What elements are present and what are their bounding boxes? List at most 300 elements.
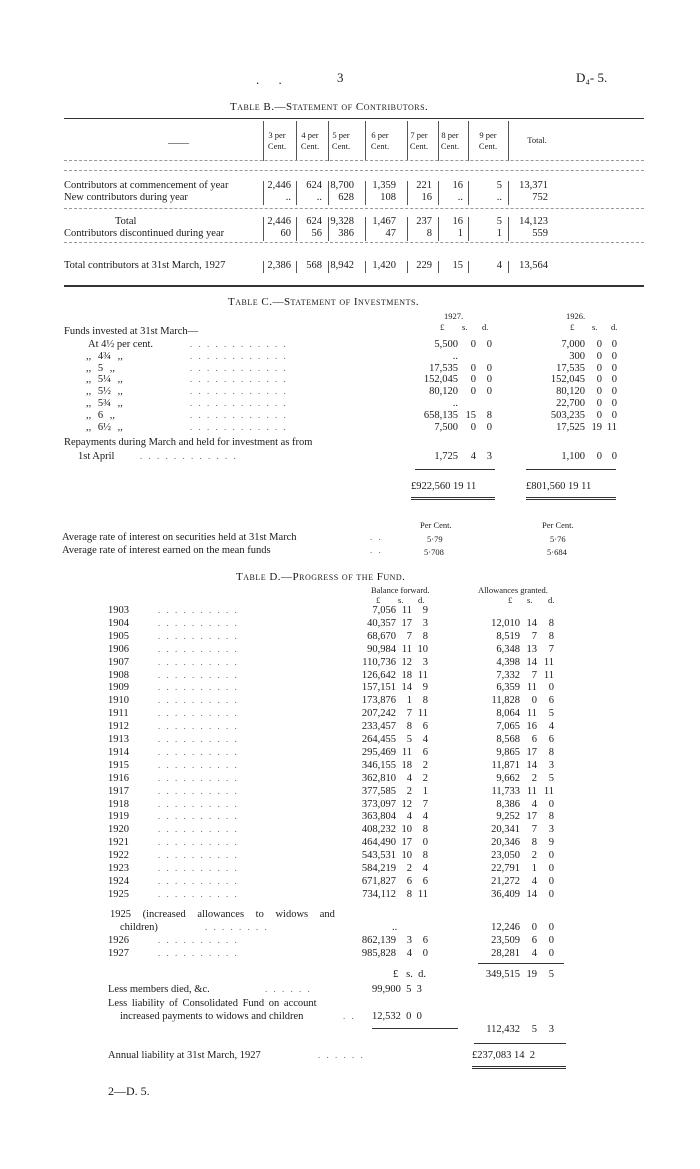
investment-leader: . . . . . . . . . . . . <box>190 374 288 385</box>
investment-rate-label: ,, 5½ ,, <box>86 386 123 398</box>
investment-rate-label: At 4½ per cent. <box>88 339 154 350</box>
table-b-cell: 9,328 <box>330 216 354 227</box>
fund-balance-pence: 10 <box>417 643 428 655</box>
table-b-cell: 16 <box>452 216 463 227</box>
table-b-col-divider <box>407 121 408 161</box>
investment-1926-shillings: 19 <box>591 421 602 433</box>
table-b-col-divider <box>407 193 408 205</box>
fund-year: 1905 <box>108 630 129 642</box>
table-b-col-divider <box>438 229 439 241</box>
less-members-died-value: 99,900 5 3 <box>372 984 422 995</box>
fund-balance-shillings: 14 <box>401 682 412 694</box>
allowances-total-pence: 5 <box>548 969 554 980</box>
fund-allowance-pounds: 23,050 <box>491 850 520 862</box>
investment-1926-shillings: 0 <box>596 409 602 421</box>
table-b-header-rule <box>64 160 644 161</box>
table-d-units-allow-s: s. <box>527 595 533 605</box>
investment-leader: . . . . . . . . . . . . <box>190 350 288 361</box>
investment-leader: . . . . . . . . . . . . <box>190 386 288 397</box>
fund-balance-pence: 8 <box>422 695 428 707</box>
fund-allowance-shillings: 13 <box>526 643 537 655</box>
fund-year: 1906 <box>108 643 129 655</box>
fund-balance-pence: 6 <box>422 935 428 946</box>
less-members-died-label: Less members died, &c. <box>108 984 210 995</box>
fund-allowance-shillings: 6 <box>531 734 537 745</box>
table-b-row-label: Contributors at commencement of year <box>64 180 229 191</box>
fund-leader: . . . . . . . . . . <box>158 837 239 848</box>
fund-balance-pence: 0 <box>422 837 428 849</box>
allowances-total-shillings: 19 <box>526 969 537 980</box>
fund-balance-pounds: 295,469 <box>361 746 396 758</box>
table-b-col-header-1-b: Cent. <box>300 141 320 151</box>
fund-balance-pence: 11 <box>417 888 428 900</box>
table-b-cell: 8,942 <box>330 260 354 271</box>
fund-balance-shillings: 4 <box>406 811 412 823</box>
fund-balance-shillings: 10 <box>401 850 412 862</box>
investment-1927-pounds: 5,500 <box>434 339 458 350</box>
table-b-col-header-0-a: 3 per <box>268 130 286 140</box>
repayments-1926-shillings: 0 <box>596 451 602 462</box>
fund-balance-pounds: 363,804 <box>361 811 396 823</box>
fund-allowance-pence: 11 <box>543 785 554 797</box>
fund-balance-pounds: 377,585 <box>361 785 396 797</box>
investment-1926-pounds: 17,535 <box>556 362 585 374</box>
fund-allowance-pounds: 8,519 <box>496 630 520 642</box>
investment-1927-pence: 0 <box>486 421 492 433</box>
table-b-col-divider <box>468 193 469 205</box>
fund-leader: . . . . . . . . . . <box>158 947 239 958</box>
table-b-cell: 56 <box>311 228 322 239</box>
table-c-units-1927-s: s. <box>462 322 468 332</box>
fund-balance-shillings: 11 <box>401 605 412 616</box>
fund-allowance-pence: 0 <box>548 875 554 887</box>
increased-allowances-line1: 1925 (increased allowances to widows and <box>110 909 335 920</box>
fund-allowance-pounds: 11,871 <box>491 759 520 771</box>
fund-balance-pence: 6 <box>422 721 428 733</box>
fund-balance-pence: 6 <box>422 746 428 758</box>
fund-year: 1909 <box>108 682 129 694</box>
fund-balance-shillings: 5 <box>406 734 412 745</box>
table-b-cell: 60 <box>280 228 291 239</box>
fund-balance-shillings: 12 <box>401 798 412 810</box>
fund-balance-pounds: 233,457 <box>361 721 396 733</box>
fund-allowance-pence: 0 <box>548 798 554 810</box>
table-b-cell: .. <box>457 192 463 203</box>
annual-double-rule <box>472 1066 566 1069</box>
fund-allowance-pounds: 28,281 <box>491 947 520 959</box>
fund-balance-pounds: 584,219 <box>361 863 396 874</box>
fund-leader: . . . . . . . . . . <box>158 824 239 835</box>
table-b-cell: 47 <box>385 228 396 239</box>
fund-allowance-pounds: 20,341 <box>491 824 520 836</box>
investment-1927-shillings: 0 <box>470 386 476 398</box>
fund-balance-pounds: 671,827 <box>361 875 396 887</box>
fund-balance-pence: 4 <box>422 863 428 874</box>
table-b-cell: 16 <box>421 192 432 203</box>
table-c-total-1927: £922,560 19 11 <box>411 481 477 492</box>
investment-1927-pence: 0 <box>486 386 492 398</box>
fund-year: 1911 <box>108 708 129 720</box>
table-d-title: Table D.—Progress of the Fund. <box>236 571 406 583</box>
investment-1927-shillings: 0 <box>470 362 476 374</box>
page-number: 3 <box>337 70 344 85</box>
fund-allowance-pence: 0 <box>548 682 554 694</box>
investment-1927-pence: 0 <box>486 362 492 374</box>
fund-allowance-pence: 8 <box>548 811 554 823</box>
table-b-group-rule <box>64 242 644 243</box>
fund-year: 1913 <box>108 734 129 745</box>
table-b-bottom-rule <box>64 285 644 287</box>
fund-leader: . . . . . . . . . . <box>158 605 239 615</box>
table-b-col-header-6-b: Cent. <box>478 141 498 151</box>
fund-year: 1910 <box>108 695 129 707</box>
table-c-intro: Funds invested at 31st March— <box>64 326 199 337</box>
table-c-repayments-leader: . . . . . . . . . . . . <box>140 451 238 461</box>
table-b-row-label: Contributors discontinued during year <box>64 228 225 239</box>
table-b-col-header-0-b: Cent. <box>267 141 287 151</box>
fund-allowance-pence: 9 <box>548 837 554 849</box>
table-b-cell: 386 <box>338 228 354 239</box>
investment-1926-pounds: 80,120 <box>556 386 585 398</box>
fund-balance-pence: 2 <box>422 772 428 784</box>
fund-year: 1926 <box>108 935 129 946</box>
fund-balance-shillings: 8 <box>406 721 412 733</box>
table-c-rule-1927 <box>415 469 495 470</box>
fund-allowance-shillings: 0 <box>531 695 537 707</box>
table-b-group-rule <box>64 170 644 171</box>
fund-allowance-shillings: 7 <box>531 824 537 836</box>
fund-leader: . . . . . . . . . . <box>158 863 239 873</box>
table-b-cell: 4 <box>496 260 502 271</box>
investment-1927-shillings: 15 <box>465 409 476 421</box>
fund-balance-pounds: 68,670 <box>367 630 396 642</box>
fund-allowance-pence: 0 <box>548 863 554 874</box>
less-liability-line1: Less liability of Consolidated Fund on account <box>108 998 317 1009</box>
table-b-col-divider <box>263 229 264 241</box>
fund-year: 1921 <box>108 837 129 849</box>
table-b-cell: 624 <box>306 180 322 191</box>
fund-year: 1917 <box>108 785 129 797</box>
fund-year: 1927 <box>108 947 129 959</box>
annual-liability-label: Annual liability at 31st March, 1927 <box>108 1050 261 1061</box>
fund-year: 1919 <box>108 811 129 823</box>
fund-balance-pounds: 373,097 <box>361 798 396 810</box>
table-b-col-divider <box>296 229 297 241</box>
fund-balance-shillings: 12 <box>401 656 412 668</box>
investment-1926-pence: 0 <box>611 409 617 421</box>
fund-allowance-shillings: 2 <box>531 772 537 784</box>
table-b-col-divider <box>365 229 366 241</box>
fund-leader: . . . . . . . . . . <box>158 811 239 822</box>
repayments-1927-shillings: 4 <box>470 451 476 462</box>
fund-year: 1907 <box>108 656 129 668</box>
table-b-col-divider <box>508 193 509 205</box>
investment-1927-pounds: 7,500 <box>434 421 458 433</box>
fund-allowance-pounds: 6,348 <box>496 643 520 655</box>
average-rate-held-1926: 5·76 <box>550 534 566 544</box>
fund-balance-shillings: 17 <box>401 837 412 849</box>
investment-1926-shillings: 0 <box>596 350 602 362</box>
fund-allowance-shillings: 4 <box>531 798 537 810</box>
fund-leader: . . . . . . . . . . <box>158 759 239 770</box>
fund-balance-shillings: 11 <box>401 643 412 655</box>
fund-allowance-pence: 0 <box>548 850 554 862</box>
investment-1927-pence: 0 <box>486 339 492 350</box>
table-b-col-divider <box>508 121 509 161</box>
table-b-cell: 8 <box>426 228 432 239</box>
investment-rate-label: ,, 5¼ ,, <box>86 374 123 386</box>
fund-balance-pence: 0 <box>422 947 428 959</box>
fund-allowance-pounds: 9,252 <box>496 811 520 823</box>
table-b-cell: 16 <box>452 180 463 191</box>
table-b-col-header-6-a: 9 per <box>479 130 497 140</box>
fund-balance-pence: 4 <box>422 811 428 823</box>
fund-balance-pounds: 985,828 <box>361 947 396 959</box>
table-b-cell: 568 <box>306 260 322 271</box>
fund-balance-shillings: 11 <box>401 746 412 758</box>
table-b-col-divider <box>438 121 439 161</box>
fund-allowance-pence: 0 <box>548 935 554 946</box>
table-b-col-header-2-b: Cent. <box>331 141 351 151</box>
fund-leader: . . . . . . . . . . <box>158 734 239 744</box>
table-b-cell: 752 <box>532 192 548 203</box>
fund-allowance-pence: 6 <box>548 695 554 707</box>
fund-balance-pounds: 346,155 <box>361 759 396 771</box>
fund-allowance-pence: 5 <box>548 708 554 720</box>
investment-1926-shillings: 0 <box>596 374 602 386</box>
fund-balance-shillings: 4 <box>406 772 412 784</box>
fund-year: 1916 <box>108 772 129 784</box>
per-cent-heading-1926: Per Cent. <box>542 520 574 530</box>
fund-year: 1915 <box>108 759 129 771</box>
table-b-col-divider <box>365 261 366 273</box>
fund-allowance-pence: 5 <box>548 772 554 784</box>
table-b-col-divider <box>468 261 469 273</box>
table-c-units-1927-l: £ <box>440 322 445 332</box>
fund-allowance-pence: 11 <box>543 669 554 681</box>
fund-allowance-pounds: 11,828 <box>491 695 520 707</box>
table-b-top-rule <box>64 118 644 119</box>
investment-1927-pounds: 658,135 <box>423 409 458 421</box>
fund-allowance-pence: 4 <box>548 721 554 733</box>
fund-balance-pence: 8 <box>422 824 428 836</box>
fund-year: 1914 <box>108 746 129 758</box>
fund-leader: . . . . . . . . . . <box>158 875 239 886</box>
increased-allowances-balance: .. <box>392 922 398 933</box>
table-b-col-divider <box>508 229 509 241</box>
fund-allowance-pence: 0 <box>548 947 554 959</box>
fund-allowance-pounds: 8,568 <box>496 734 520 745</box>
fund-balance-shillings: 10 <box>401 824 412 836</box>
table-b-col-header-1-a: 4 per <box>301 130 319 140</box>
investment-1927-pence: 8 <box>486 409 492 421</box>
fund-balance-pounds: 543,531 <box>361 850 396 862</box>
annual-rule <box>474 1043 566 1044</box>
fund-year: 1904 <box>108 617 129 629</box>
fund-balance-pounds: 862,139 <box>361 935 396 946</box>
fund-allowance-pence: 11 <box>543 656 554 668</box>
fund-leader: . . . . . . . . . . <box>158 708 239 719</box>
increased-allowances-leader: . . . . . . . . <box>205 922 269 932</box>
fund-leader: . . . . . . . . . . <box>158 850 239 861</box>
investment-1926-pence: 0 <box>611 350 617 362</box>
table-b-cell: 14,123 <box>519 216 548 227</box>
fund-allowance-pence: 0 <box>548 888 554 900</box>
table-b-cell: 2,386 <box>267 260 291 271</box>
fund-year: 1908 <box>108 669 129 681</box>
fund-allowance-shillings: 8 <box>531 837 537 849</box>
fund-balance-pounds: 408,232 <box>361 824 396 836</box>
table-b-col-divider <box>468 229 469 241</box>
increased-allowances-line2: children) <box>120 922 158 933</box>
table-d-allowances-heading: Allowances granted. <box>478 585 548 595</box>
fund-balance-shillings: 7 <box>406 630 412 642</box>
fund-leader: . . . . . . . . . . <box>158 643 239 654</box>
less-total-pence: 3 <box>548 1024 554 1035</box>
table-c-total-1926: £801,560 19 11 <box>526 481 592 492</box>
fund-year: 1903 <box>108 605 129 616</box>
investment-leader: . . . . . . . . . . . . <box>190 409 288 420</box>
fund-allowance-pounds: 36,409 <box>491 888 520 900</box>
investment-leader: . . . . . . . . . . . . <box>190 421 288 432</box>
fund-balance-pounds: 7,056 <box>372 605 396 616</box>
footer-signature: 2—D. 5. <box>108 1084 150 1098</box>
table-b-col-header-5-b: Cent. <box>440 141 460 151</box>
table-b-cell: .. <box>316 192 322 203</box>
table-b-cell: 221 <box>416 180 432 191</box>
table-b-col-divider <box>328 121 329 161</box>
investment-1926-pounds: 152,045 <box>550 374 585 386</box>
fund-balance-pence: 9 <box>422 605 428 616</box>
fund-allowance-pence: 3 <box>548 824 554 836</box>
average-rate-held-leader: . . <box>370 532 383 542</box>
fund-allowance-pounds: 8,064 <box>496 708 520 720</box>
fund-balance-pence: 11 <box>417 708 428 720</box>
average-rate-earned-label: Average rate of interest earned on the mean funds <box>62 545 271 556</box>
fund-allowance-shillings: 14 <box>526 617 537 629</box>
fund-balance-pounds: 126,642 <box>361 669 396 681</box>
fund-balance-pence: 9 <box>422 682 428 694</box>
investment-1926-pence: 0 <box>611 386 617 398</box>
fund-balance-pounds: 264,455 <box>361 734 396 745</box>
less-liability-line2: increased payments to widows and children <box>120 1011 304 1022</box>
fund-leader: . . . . . . . . . . <box>158 746 239 757</box>
table-b-col-divider <box>328 229 329 241</box>
per-cent-heading-1927: Per Cent. <box>420 520 452 530</box>
fund-year: 1920 <box>108 824 129 836</box>
fund-allowance-pounds: 22,791 <box>491 863 520 874</box>
investment-1927-pounds: .. <box>452 398 458 409</box>
fund-allowance-pence: 8 <box>548 630 554 642</box>
investment-1926-shillings: 0 <box>596 362 602 374</box>
repayments-1926-pence: 0 <box>611 451 617 462</box>
investment-1926-pounds: 503,235 <box>550 409 585 421</box>
fund-balance-shillings: 3 <box>406 935 412 946</box>
table-c-year-1927: 1927. <box>444 311 464 321</box>
fund-allowance-pounds: 7,065 <box>496 721 520 733</box>
fund-balance-pounds: 464,490 <box>361 837 396 849</box>
table-b-cell: 13,564 <box>519 260 548 271</box>
table-b-cell: 559 <box>532 228 548 239</box>
table-b-col-divider <box>263 261 264 273</box>
table-b-col-divider <box>328 193 329 205</box>
fund-balance-pounds: 90,984 <box>367 643 396 655</box>
table-c-units-1926-l: £ <box>570 322 575 332</box>
table-c-units-1926-d: d. <box>611 322 618 332</box>
fund-balance-pence: 6 <box>422 875 428 887</box>
table-b-cell: 1,467 <box>372 216 396 227</box>
investment-leader: . . . . . . . . . . . . <box>190 339 288 349</box>
fund-balance-shillings: 2 <box>406 863 412 874</box>
fund-allowance-shillings: 14 <box>526 656 537 668</box>
less-liability-leader: . . <box>343 1011 356 1021</box>
table-b-cell: 1,359 <box>372 180 396 191</box>
table-c-units-1926-s: s. <box>592 322 598 332</box>
fund-allowance-pounds: 4,398 <box>496 656 520 668</box>
increased-allowances-shillings: 0 <box>531 922 537 933</box>
fund-allowance-pounds: 7,332 <box>496 669 520 681</box>
investment-rate-label: ,, 4¾ ,, <box>86 350 123 362</box>
table-b-col-header-4-b: Cent. <box>409 141 429 151</box>
fund-leader: . . . . . . . . . . <box>158 656 239 667</box>
table-d-balance-heading: Balance forward. <box>371 585 430 595</box>
less-liability-value: 12,532 0 0 <box>372 1011 422 1022</box>
fund-allowance-shillings: 14 <box>526 759 537 771</box>
fund-year: 1925 <box>108 888 129 900</box>
investment-rate-label: ,, 6 ,, <box>86 409 115 421</box>
table-b-cell: 108 <box>380 192 396 203</box>
annual-liability-value: £237,083 14 2 <box>472 1050 535 1061</box>
fund-allowance-shillings: 4 <box>531 947 537 959</box>
table-b-cell: 624 <box>306 216 322 227</box>
average-rate-earned-1926: 5·684 <box>547 547 567 557</box>
table-b-stub-dash: —— <box>168 138 189 149</box>
table-b-cell: .. <box>285 192 291 203</box>
fund-balance-shillings: 4 <box>406 947 412 959</box>
investment-1926-pence: 0 <box>611 374 617 386</box>
allowances-subtotal-rule <box>478 963 564 964</box>
average-rate-held-label: Average rate of interest on securities held at 31st March <box>62 532 297 543</box>
fund-allowance-shillings: 7 <box>531 630 537 642</box>
investment-1926-pence: 11 <box>606 421 617 433</box>
fund-balance-pence: 3 <box>422 617 428 629</box>
table-c-year-1926: 1926. <box>566 311 586 321</box>
table-b-cell: 13,371 <box>519 180 548 191</box>
fund-balance-shillings: 18 <box>401 669 412 681</box>
table-b-cell: 15 <box>452 260 463 271</box>
fund-allowance-pence: 7 <box>548 643 554 655</box>
sum-units: £ s. d. <box>393 969 426 980</box>
fund-leader: . . . . . . . . . . <box>158 785 239 796</box>
investment-1926-pounds: 22,700 <box>556 398 585 409</box>
table-b-col-divider <box>438 261 439 273</box>
fund-balance-pounds: 207,242 <box>361 708 396 720</box>
average-rate-held-1927: 5·79 <box>427 534 443 544</box>
fund-balance-pounds: 157,151 <box>361 682 396 694</box>
fund-allowance-pounds: 20,346 <box>491 837 520 849</box>
increased-allowances-pounds: 12,246 <box>491 922 520 933</box>
fund-allowance-pounds: 12,010 <box>491 617 520 629</box>
fund-balance-pence: 8 <box>422 850 428 862</box>
table-b-col-divider <box>407 229 408 241</box>
repayments-1927-pence: 3 <box>486 451 492 462</box>
fund-allowance-pounds: 11,733 <box>491 785 520 797</box>
fund-allowance-shillings: 17 <box>526 746 537 758</box>
fund-allowance-pounds: 6,359 <box>496 682 520 694</box>
table-b-cell: 1,420 <box>372 260 396 271</box>
table-d-units-allow-l: £ <box>508 595 513 605</box>
fund-balance-pence: 11 <box>417 669 428 681</box>
